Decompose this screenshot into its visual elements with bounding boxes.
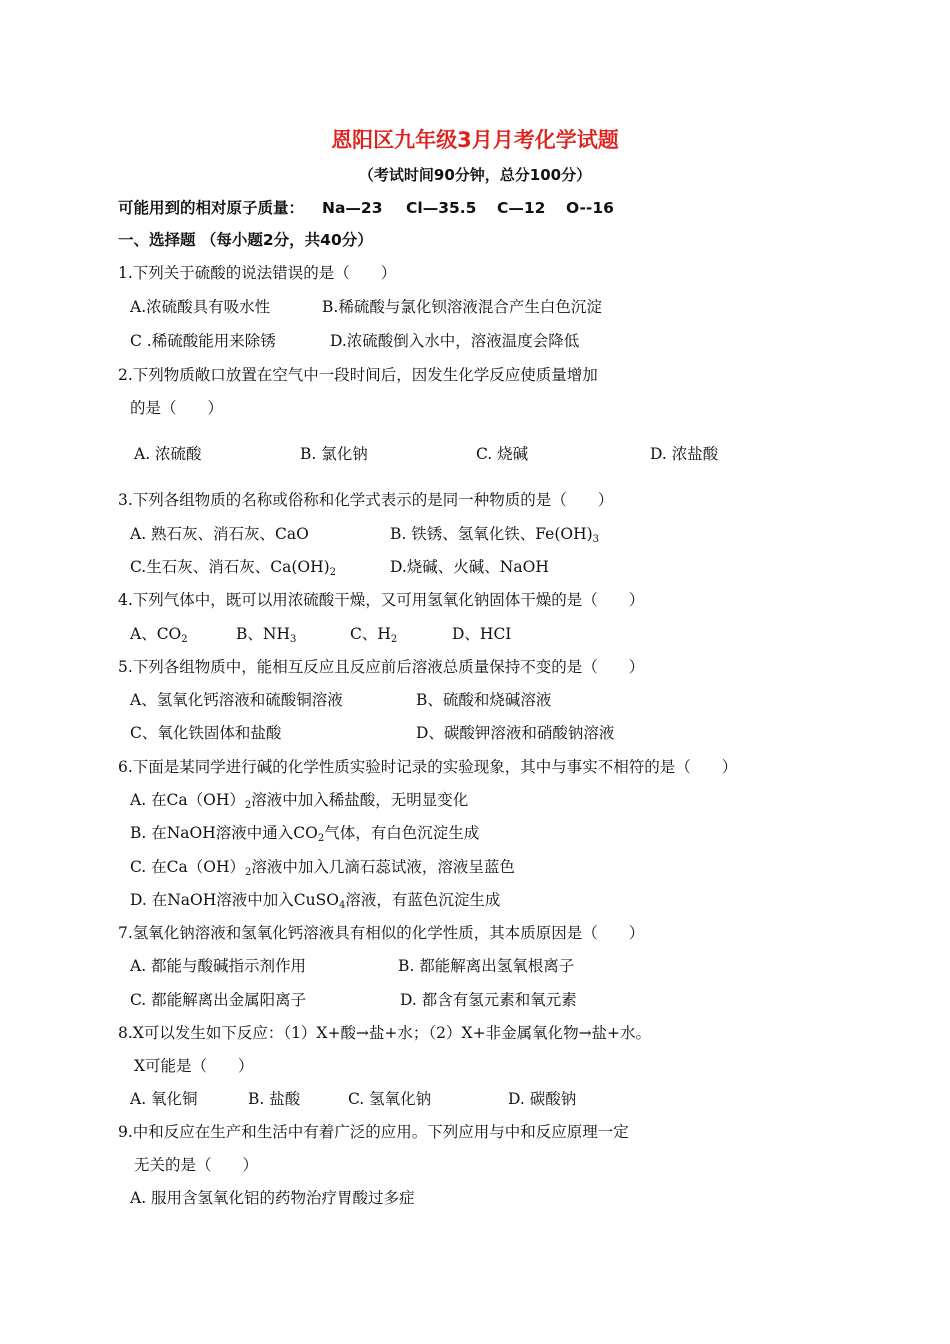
q4-option-c: C、$H_2$: [350, 625, 398, 645]
atomic-mass-c: C—12: [497, 199, 546, 217]
q4-option-a: A、$CO_2$: [130, 625, 188, 645]
q2-option-d: D. 浓盐酸: [650, 445, 719, 463]
q7-option-a: A. 都能与酸碱指示剂作用: [130, 957, 307, 975]
atomic-mass-cl: Cl—35.5: [406, 199, 477, 217]
q2-option-b: B. 氯化钠: [300, 445, 368, 463]
q7-option-b: B. 都能解离出氢氧根离子: [398, 957, 575, 975]
q9-stem-line2: 无关的是（ ）: [134, 1156, 259, 1174]
q4-stem: 4.下列气体中，既可以用浓硫酸干燥，又可用氢氧化钠固体干燥的是（ ）: [118, 591, 645, 609]
q1-option-c: C .稀硫酸能用来除锈: [130, 332, 276, 350]
q1-option-d: D.浓硫酸倒入水中，溶液温度会降低: [330, 332, 580, 350]
q9-option-a: A. 服用含氢氧化铝的药物治疗胃酸过多症: [130, 1189, 415, 1207]
atomic-mass-o: O--16: [566, 199, 614, 217]
q1-stem: 1.下列关于硫酸的说法错误的是（ ）: [118, 264, 397, 282]
q3-option-a: A. 熟石灰、消石灰、CaO: [130, 525, 309, 543]
q7-stem: 7.氢氧化钠溶液和氢氧化钙溶液具有相似的化学性质，其本质原因是（ ）: [118, 924, 645, 942]
q2-option-c: C. 烧碱: [476, 445, 529, 463]
q8-stem-line1: 8.X可以发生如下反应：（1）X+酸→盐+水；（2）X+非金属氧化物→盐+水。: [118, 1024, 652, 1042]
q5-option-d: D、碳酸钾溶液和硝酸钠溶液: [416, 724, 615, 742]
atomic-mass-label: 可能用到的相对原子质量：: [118, 199, 305, 217]
q3-stem: 3.下列各组物质的名称或俗称和化学式表示的是同一种物质的是（ ）: [118, 491, 614, 509]
q8-option-b: B. 盐酸: [248, 1090, 301, 1108]
q4-option-d: D、HCI: [452, 625, 512, 643]
q2-option-a: A. 浓硫酸: [134, 445, 202, 463]
q5-option-c: C、氧化铁固体和盐酸: [130, 724, 282, 742]
q6-option-c: C. 在$Ca(OH)_2$溶液中加入几滴石蕊试液，溶液呈蓝色: [130, 858, 515, 878]
q8-option-d: D. 碳酸钠: [508, 1090, 577, 1108]
q7-option-d: D. 都含有氢元素和氧元素: [400, 991, 577, 1009]
q4-option-b: B、$NH_3$: [236, 625, 297, 645]
q7-option-c: C. 都能解离出金属阳离子: [130, 991, 307, 1009]
q8-stem-line2: X可能是（ ）: [134, 1057, 254, 1075]
q5-stem: 5.下列各组物质中，能相互反应且反应前后溶液总质量保持不变的是（ ）: [118, 658, 645, 676]
q6-option-a: A. 在$Ca(OH)_2$溶液中加入稀盐酸，无明显变化: [130, 791, 469, 811]
q1-option-b: B.稀硫酸与氯化钡溶液混合产生白色沉淀: [322, 298, 602, 316]
q5-option-a: A、氢氧化钙溶液和硫酸铜溶液: [130, 691, 343, 709]
q8-option-c: C. 氢氧化钠: [348, 1090, 432, 1108]
q6-option-d: D. 在NaOH溶液中加入CuSO$_4$溶液，有蓝色沉淀生成: [130, 891, 501, 911]
q3-option-d: D.烧碱、火碱、NaOH: [390, 558, 549, 576]
q5-option-b: B、硫酸和烧碱溶液: [416, 691, 552, 709]
q9-stem-line1: 9.中和反应在生产和生活中有着广泛的应用。下列应用与中和反应原理一定: [118, 1123, 629, 1141]
q8-option-a: A. 氧化铜: [130, 1090, 198, 1108]
q6-option-b: B. 在NaOH溶液中通入$CO_2$气体，有白色沉淀生成: [130, 824, 480, 844]
exam-subtitle: （考试时间90分钟，总分100分）: [358, 166, 592, 184]
q3-option-c: C.生石灰、消石灰、$Ca(OH)_2$: [130, 558, 337, 578]
q6-stem: 6.下面是某同学进行碱的化学性质实验时记录的实验现象，其中与事实不相符的是（ ）: [118, 758, 738, 776]
q2-stem-line2: 的是（ ）: [130, 399, 224, 417]
section-heading: 一、选择题 （每小题2分，共40分）: [118, 231, 373, 249]
q3-option-b: B. 铁锈、氢氧化铁、$Fe(OH)_3$: [390, 525, 600, 545]
q2-stem-line1: 2.下列物质敞口放置在空气中一段时间后，因发生化学反应使质量增加: [118, 366, 598, 384]
exam-title: 恩阳区九年级3月月考化学试题: [331, 128, 619, 152]
q1-option-a: A.浓硫酸具有吸水性: [130, 298, 271, 316]
atomic-mass-na: Na—23: [322, 199, 383, 217]
